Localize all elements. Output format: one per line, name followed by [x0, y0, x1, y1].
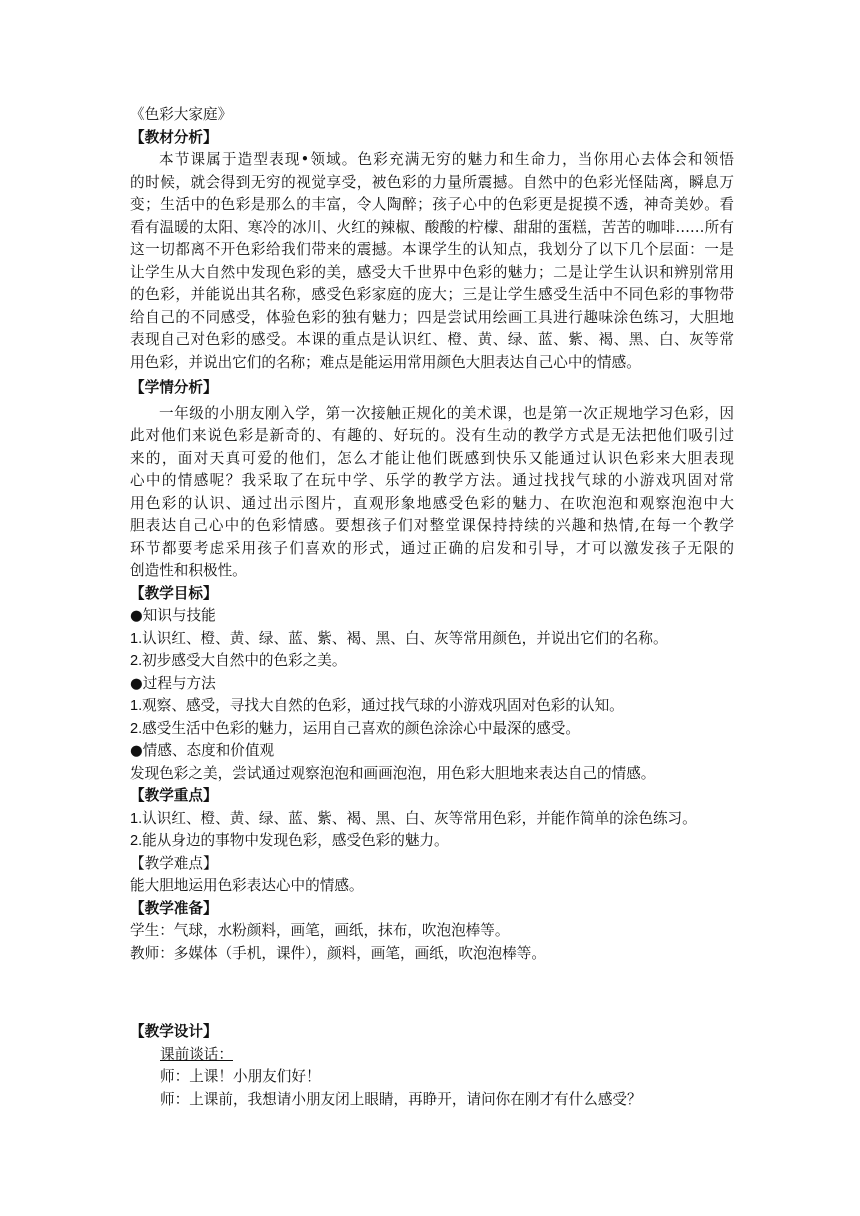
- paragraph-line: 看有温暖的太阳、寒冷的冰川、火红的辣椒、酸酸的柠檬、甜甜的蛋糕，苦苦的咖啡……所有: [130, 218, 734, 236]
- paragraph-line: 给自己的不同感受，体验色彩的独有魅力；四是尝试用绘画工具进行趣味涂色练习，大胆地: [130, 308, 734, 326]
- heading-key-points: 【教学重点】: [130, 787, 218, 804]
- document-title: 《色彩大家庭》: [130, 106, 233, 123]
- pre-class-talk-label: [130, 1044, 734, 1067]
- goal-section-process: ●过程与方法: [130, 674, 216, 692]
- paragraph-line: 胆表达自己心中的色彩情感。要想孩子们对整堂课保持持续的兴趣和热情,在每一个教学: [130, 517, 734, 534]
- goal-item: 2.感受生活中色彩的魅力，运用自己喜欢的颜色涂涂心中最深的感受。: [130, 720, 580, 737]
- heading-difficulty: 【教学难点】: [130, 854, 218, 872]
- heading-material-analysis: 【教材分析】: [130, 128, 218, 146]
- heading-preparation: 【教学准备】: [130, 899, 218, 917]
- document-page: [130, 104, 734, 1111]
- material-analysis-paragraph: [130, 149, 734, 374]
- paragraph-line: 这一切都离不开色彩给我们带来的震撼。本课学生的认知点，我划分了以下几个层面：一是: [130, 241, 734, 258]
- dialogue-line: 师：上课！小朋友们好！: [160, 1068, 321, 1085]
- difficulty-text: 能大胆地运用色彩表达心中的情感。: [130, 877, 364, 894]
- student-analysis-paragraph: [130, 403, 734, 583]
- paragraph-line: 来的，面对天真可爱的他们，怎么才能让他们既感到快乐又能通过认识色彩来大胆表现: [130, 449, 734, 467]
- dialogue-line: 师：上课前，我想请小朋友闭上眼睛，再睁开，请问你在刚才有什么感受？: [160, 1090, 642, 1108]
- paragraph-line: 用色彩，并说出它们的名称；难点是能运用常用颜色大胆表达自己心中的情感。: [130, 353, 641, 371]
- paragraph-line: 心中的情感呢？我采取了在玩中学、乐学的教学方法。通过找找气球的小游戏巩固对常: [130, 472, 734, 489]
- paragraph-line: 让学生从大自然中发现色彩的美，感受大千世界中色彩的魅力；二是让学生认识和辨别常用: [130, 263, 734, 281]
- heading-teaching-design: 【教学设计】: [130, 1023, 218, 1040]
- paragraph-line: 变；生活中的色彩是那么的丰富，令人陶醉；孩子心中的色彩更是捉摸不透，神奇美妙。看: [130, 196, 734, 213]
- goal-section-knowledge: ●知识与技能: [130, 607, 216, 624]
- pre-class-talk-text: 课前谈话：: [160, 1045, 233, 1063]
- paragraph-line: 用色彩的认识、通过出示图片，直观形象地感受色彩的魅力、在吹泡泡和观察泡泡中大: [130, 494, 734, 512]
- paragraph-line: 环节都要考虑采用孩子们喜欢的形式，通过正确的启发和引导，才可以激发孩子无限的: [130, 539, 734, 557]
- heading-student-analysis: 【学情分析】: [130, 379, 218, 396]
- key-point-item: 2.能从身边的事物中发现色彩，感受色彩的魅力。: [130, 833, 449, 849]
- paragraph-line: 的色彩，并能说出其名称，感受色彩家庭的庞大；三是让学生感受生活中不同色彩的事物带: [130, 286, 734, 303]
- key-point-item: 1.认识红、橙、黄、绿、蓝、紫、褐、黑、白、灰等常用色彩，并能作简单的涂色练习。: [130, 810, 697, 827]
- goal-item: 1.观察、感受，寻找大自然的色彩，通过找气球的小游戏巩固对色彩的认知。: [130, 698, 624, 714]
- preparation-teacher: 教师：多媒体（手机，课件），颜料，画笔，画纸，吹泡泡棒等。: [130, 944, 546, 962]
- paragraph-line: 创造性和积极性。: [130, 562, 247, 579]
- heading-teaching-goals: 【教学目标】: [130, 584, 218, 602]
- paragraph-line: 此对他们来说色彩是新奇的、有趣的、好玩的。没有生动的教学方式是无法把他们吸引过: [130, 427, 734, 444]
- preparation-student: 学生：气球，水粉颜料，画笔，画纸，抹布，吹泡泡棒等。: [130, 922, 510, 939]
- goal-section-emotion: ●情感、态度和价值观: [130, 742, 275, 759]
- paragraph-line: 表现自己对色彩的感受。本课的重点是认识红、橙、黄、绿、蓝、紫、褐、黑、白、灰等常: [130, 331, 734, 348]
- paragraph-line: 一年级的小朋友刚入学，第一次接触正规化的美术课，也是第一次正规地学习色彩，因: [159, 404, 734, 422]
- goal-item: 1.认识红、橙、黄、绿、蓝、紫、褐、黑、白、灰等常用颜色，并说出它们的名称。: [130, 630, 668, 647]
- paragraph-line: 的时候，就会得到无穷的视觉享受，被色彩的力量所震撼。自然中的色彩光怪陆离，瞬息万: [130, 173, 734, 191]
- goal-item: 2.初步感受大自然中的色彩之美。: [130, 653, 347, 669]
- paragraph-line: 本节课属于造型表现•领域。色彩充满无穷的魅力和生命力，当你用心去体会和领悟: [159, 151, 734, 168]
- goal-item: 发现色彩之美，尝试通过观察泡泡和画画泡泡，用色彩大胆地来表达自己的情感。: [130, 764, 656, 782]
